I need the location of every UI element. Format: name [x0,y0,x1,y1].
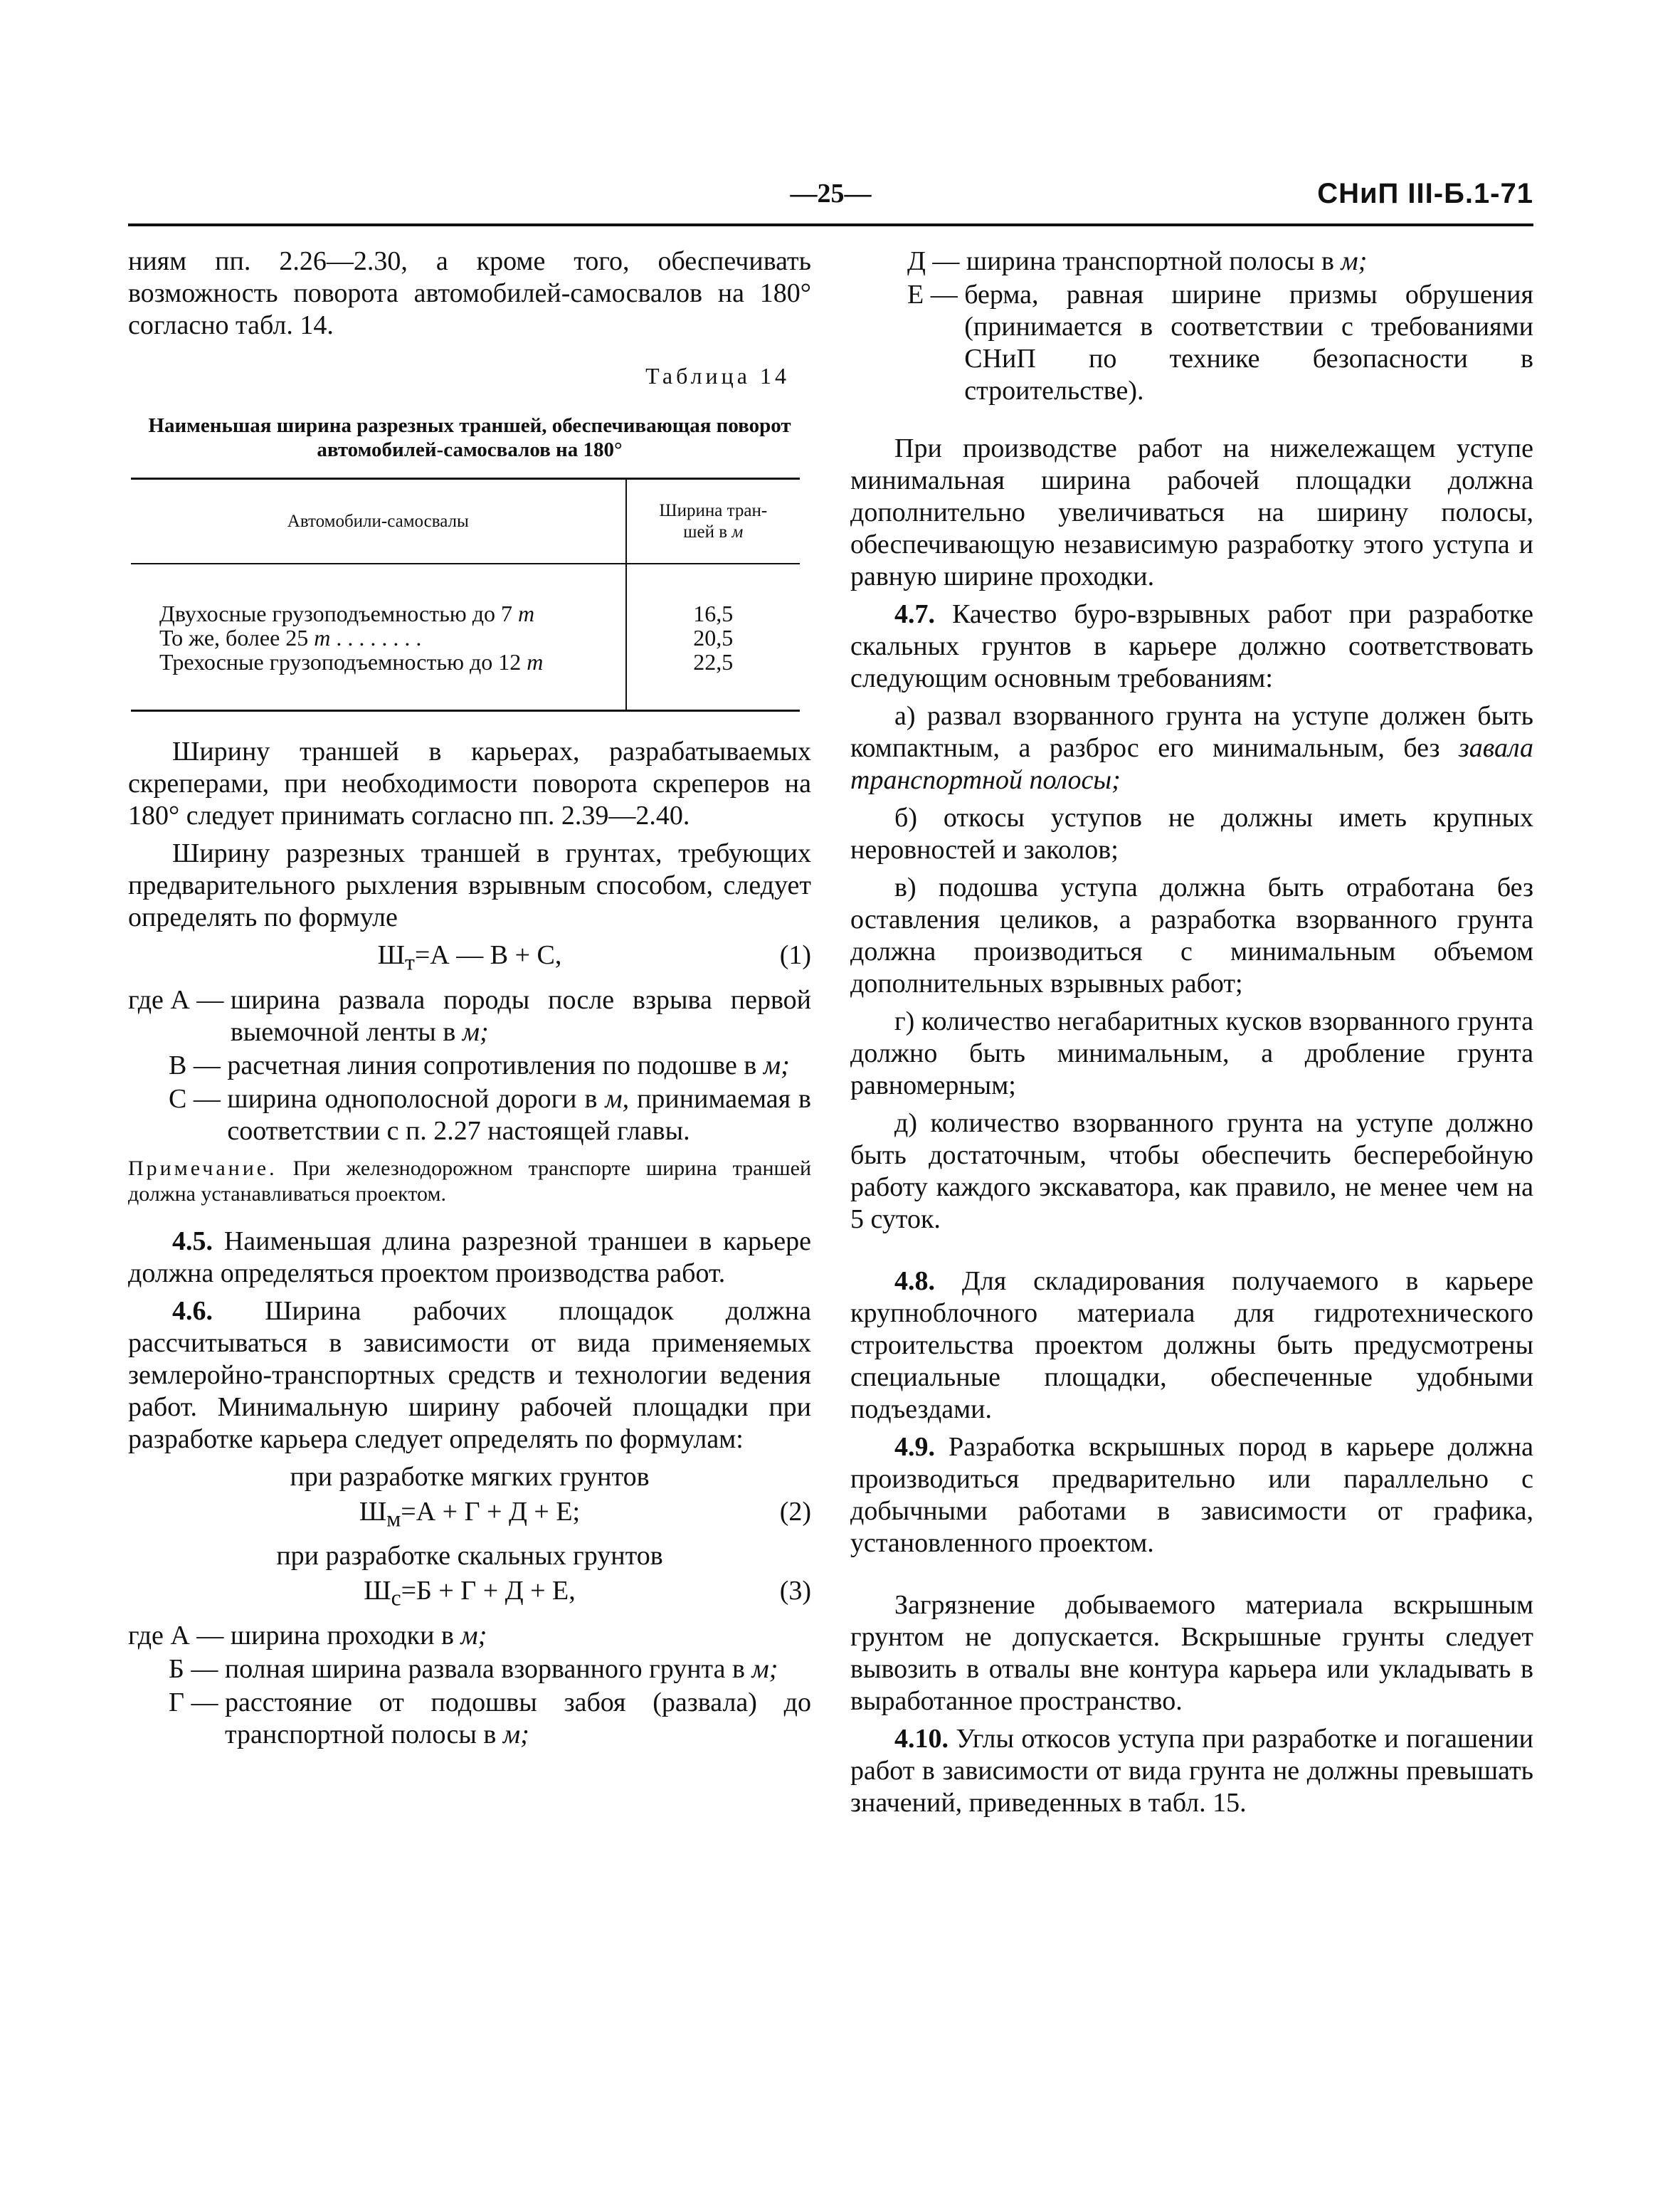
requirement-text: а) развал взорванного грунта на уступе должен быть компактным, а разброс его минимальным, без [850,701,1533,763]
table-row-label [159,626,625,650]
note [128,1156,811,1207]
definition-unit: м; [751,1653,778,1684]
definition-unit: м, [605,1083,630,1114]
spacer [850,409,1533,433]
formula-number: (3) [779,1576,811,1606]
table-header-width-line1: Ширина тран- [659,500,768,520]
clause-text: Ширина рабочих площадок должна рассчитываться в зависимости от вида применяемых землеройно-транспортных средств и технологии ведения работ. Минимальную ширину рабочей площадки при разработке карьера следует определять по формулам: [128,1295,811,1454]
formula-number: (1) [779,940,811,970]
formula-subscript: м [386,1506,401,1532]
table-14 [131,478,800,712]
formula-3 [128,1575,811,1614]
definition-text [227,1050,811,1082]
definition-text [225,1687,811,1751]
definition-item [128,1050,811,1082]
table-row-label [159,601,625,626]
paragraph-contamination: Загрязнение добываемого материала вскрышным грунтом не допускается. Вскрышные грунты следует вывозить в отвалы вне контура карьера или укладывать в выработанное пространство. [850,1590,1533,1716]
definition-unit: м; [462,1016,489,1047]
clause-4-8 [850,1265,1533,1426]
clause-number: 4.7. [894,599,935,629]
clause-4-5 [128,1226,811,1290]
definition-label: где А — [128,984,231,1015]
row-unit: т [314,625,331,651]
formula-2 [128,1496,811,1535]
right-column [850,246,1533,1825]
table-row-label [159,650,625,674]
definition-text [966,246,1533,278]
definition-label: С — [128,1083,228,1114]
definition-unit: м; [1341,246,1368,276]
definition-label: Г — [128,1687,225,1717]
definition-item [128,1653,811,1685]
row-label-text: То же, более 25 [159,625,315,651]
formula-symbol: Ш [364,1576,391,1606]
table-header-width [626,479,800,564]
clause-4-7 [850,599,1533,695]
definition-item [128,1687,811,1751]
definition-label: Б — [128,1653,225,1684]
clause-4-6 [128,1295,811,1455]
clause-text: Наименьшая длина разрезной траншеи в карьере должна определяться проектом производства работ. [128,1226,811,1288]
row-leader: . . . . . . . . [330,625,422,651]
table-row-value: 20,5 [693,625,734,651]
definition-text: берма, равная ширине призмы обрушения (принимается в соответствии с требованиями СНиП по технике безопасности в строительстве). [964,280,1533,406]
definition-label: В — [128,1050,228,1080]
formula-subscript: т [405,949,415,975]
table-row-value: 16,5 [693,601,734,626]
table-caption: Таблица 14 [645,363,790,389]
definition-item [128,984,811,1048]
clause-number: 4.10. [894,1724,949,1754]
clause-4-10 [850,1723,1533,1819]
table-vehicle-cell [131,564,626,711]
formula-number: (2) [779,1496,811,1527]
requirement-emphasis: завала транспортной полосы; [850,733,1533,795]
definition-body: расчетная линия сопротивления по подошве в [227,1050,764,1080]
definition-item [850,279,1533,407]
table-header-row [131,479,800,564]
formula-caption-soft: при разработке мягких грунтов [290,1461,650,1492]
definition-body: полная ширина развала взорванного грунта в [224,1653,752,1684]
requirement-d: г) количество негабаритных кусков взорванного грунта должно быть минимальным, а дробление грунта равномерным; [850,1006,1533,1100]
definition-item [850,246,1533,278]
formula-expression: =А — В + С, [414,940,562,970]
row-unit: т [517,601,535,626]
requirement-e: д) количество взорванного грунта на уступе должно быть достаточным, чтобы обеспечить бесперебойную работу каждого экскаватора, как правило, не менее чем на 5 суток. [850,1108,1533,1234]
page-number: —25— [790,179,872,209]
formula-symbol: Ш [359,1496,387,1527]
requirement-a [850,700,1533,796]
paragraph-scrapers: Ширину траншей в карьерах, разрабатываемых скреперами, при необходимости поворота скреперов на 180° следует принимать согласно пп. 2.39—2.40. [128,737,811,831]
clause-number: 4.5. [172,1226,213,1256]
row-label-text: Двухосные грузоподъемностью до 7 [159,601,518,626]
spacer [850,1241,1533,1265]
clause-number: 4.9. [894,1432,935,1462]
definition-body: расстояние от подошвы забоя (развала) до транспортной полосы в [224,1687,811,1749]
paragraph-blast-trenches: Ширину разрезных траншей в грунтах, требующих предварительного рыхления взрывным способом, следует определять по формуле [128,838,811,932]
formula-expression: =Б + Г + Д + Е, [401,1576,576,1606]
page-header [128,178,1533,228]
spacer [850,1565,1533,1589]
intro-paragraph: ниям пп. 2.26—2.30, а кроме того, обеспечивать возможность поворота автомобилей-самосвалов на 180° согласно табл. 14. [128,246,811,340]
definition-text [225,1653,811,1685]
table-row-value: 22,5 [693,649,734,675]
formula-symbol: Ш [377,940,405,970]
row-unit: т [527,649,544,675]
table-header-vehicles: Автомобили-самосвалы [131,479,626,564]
formula-1 [128,939,811,979]
definition-body: ширина развала породы после взрыва первой выемочной ленты в [230,984,811,1047]
document-code: СНиП III-Б.1-71 [1317,178,1533,209]
definition-text [231,984,811,1048]
clause-4-9 [850,1431,1533,1559]
definition-label: Е — [907,280,965,310]
table-header-unit: м [731,522,744,542]
clause-text: Углы откосов уступа при разработке и погашении работ в зависимости от вида грунта не должны превышать значений, приведенных в табл. 15. [850,1724,1533,1818]
definition-label: где А — [128,1620,231,1650]
requirement-c: в) подошва уступа должна быть отработана без оставления целиков, а разработка взорванного грунта должна производиться с минимальным объемом дополнительных взрывных работ; [850,873,1533,999]
definition-item [128,1083,811,1147]
definition-tail: принимаемая в соответствии с п. 2.27 настоящей главы. [227,1083,811,1146]
left-column [128,246,811,1752]
requirement-b: б) откосы уступов не должны иметь крупных неровностей и заколов; [850,803,1533,865]
definition-item [128,1620,811,1652]
clause-text: Качество буро-взрывных работ при разработке скальных грунтов в карьере должно соответствовать следующим основным требованиям: [850,599,1533,693]
note-text: При железнодорожном транспорте ширина траншей должна устанавливаться проектом. [128,1156,811,1206]
clause-number: 4.8. [894,1266,935,1296]
clause-text: Разработка вскрышных пород в карьере должна производиться предварительно или параллельно с добычными работами в зависимости от графика, установленного проектом. [850,1432,1533,1558]
definition-text [227,1083,811,1147]
clause-text: Для складирования получаемого в карьере крупноблочного материала для гидротехнического строительства проектом должны быть предусмотрены специальные площадки, обеспеченные удобными подъездами. [850,1266,1533,1424]
table-body-row [131,564,800,711]
clause-number: 4.6. [172,1295,213,1326]
definition-body: ширина однополосной дороги в [227,1083,606,1114]
table-width-cell [626,564,800,711]
definition-label: Д — [907,246,966,276]
formula-caption-rock: при разработке скальных грунтов [276,1541,663,1571]
note-label: Примечание. [128,1156,278,1180]
spacer [128,712,811,736]
definition-body: ширина транспортной полосы в [966,246,1341,276]
table-header-width-line2: шей в [683,522,728,542]
definition-body: ширина проходки в [230,1620,461,1650]
definition-text [231,1620,811,1652]
header-rule [128,223,1533,226]
formula-subscript: с [391,1585,401,1611]
paragraph-lower-bench: При производстве работ на нижележащем уступе минимальная ширина рабочей площадки должна дополнительно увеличиваться на ширину полосы, обеспечивающую независимую разработку этого уступа и равную ширине проходки. [850,433,1533,591]
row-label-text: Трехосные грузоподъемностью до 12 [159,649,527,675]
definition-unit: м; [502,1719,529,1749]
definition-unit: м; [763,1050,790,1080]
table-title: Наименьшая ширина разрезных траншей, обеспечивающая поворот автомобилей-самосвалов на 180° [148,414,791,461]
definition-unit: м; [460,1620,487,1650]
formula-expression: =А + Г + Д + Е; [401,1496,581,1527]
